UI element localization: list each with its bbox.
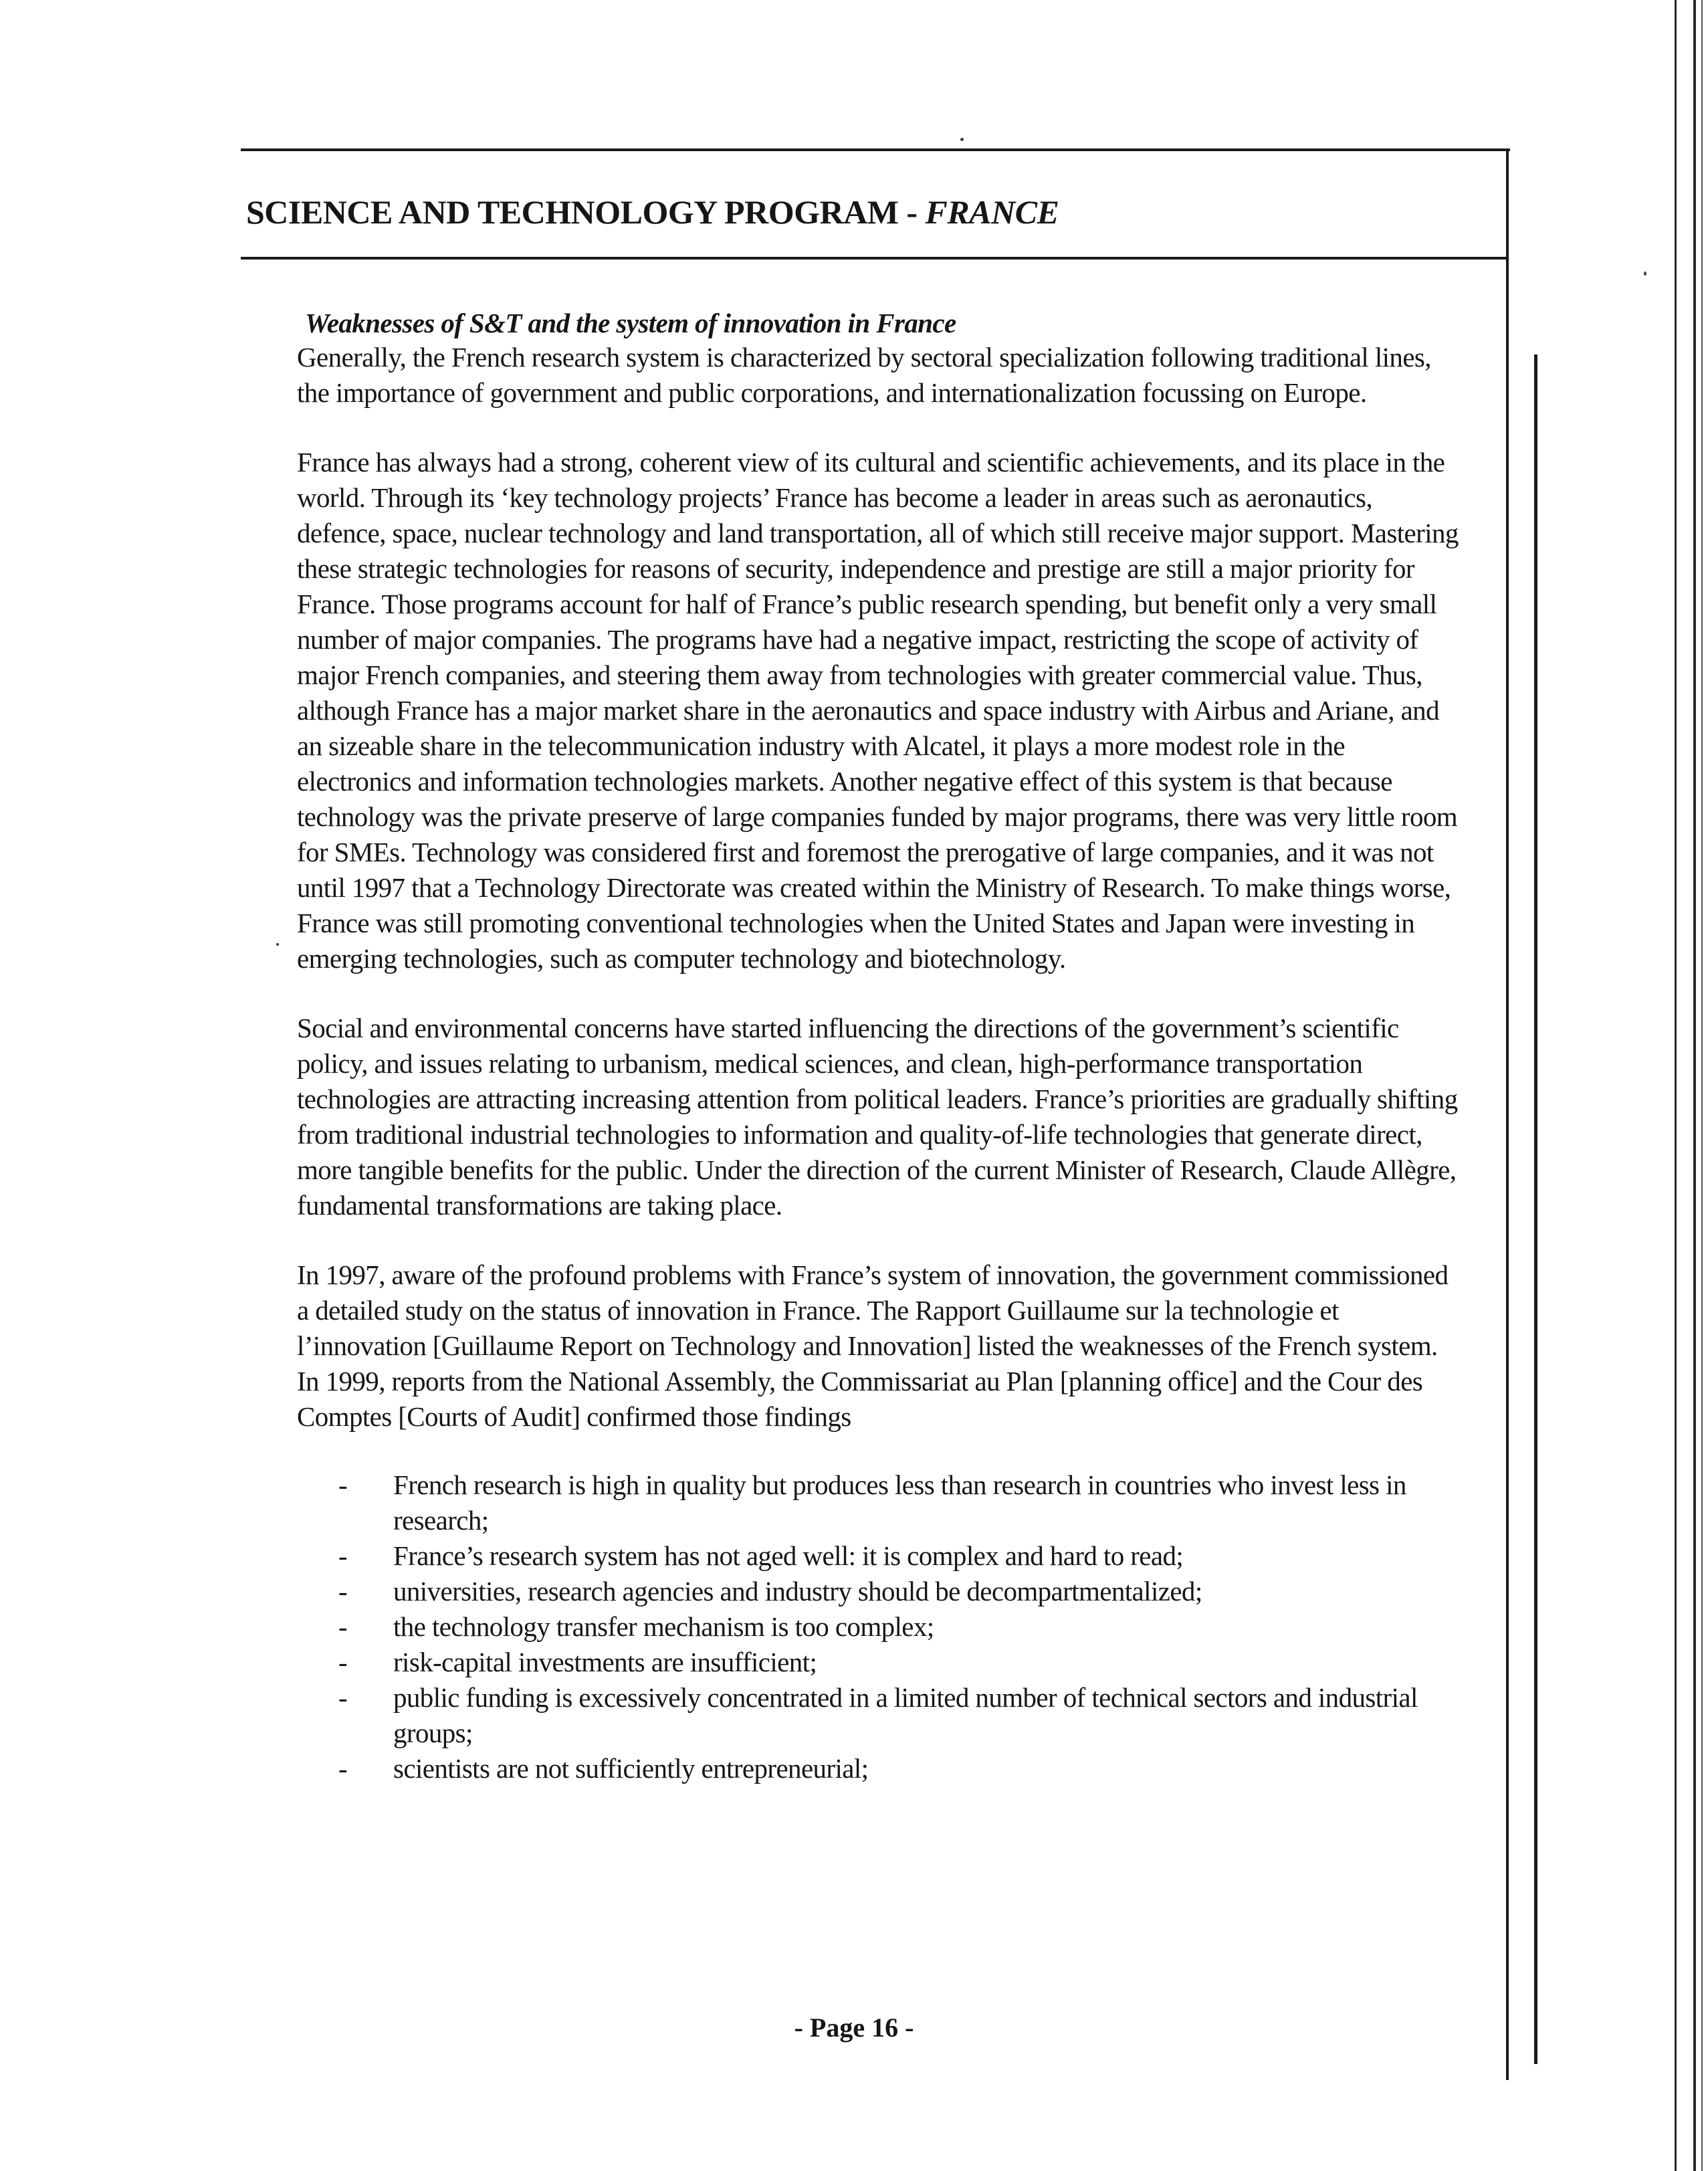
paragraph: In 1997, aware of the profound problems with France’s system of innovation, the government commissioned a detailed study on the status of innovation in France. The Rapport Guillaume sur la technologie et l’innovation [Guillaume Report on Technology and Innovation] listed the weaknesses of the French system. In 1999, reports from the National Assembly, the Commissariat au Plan [planning office] and the Cour des Comptes [Courts of Audit] confirmed those findings bbox=[297, 1259, 1449, 1432]
page-title bbox=[246, 193, 1059, 231]
list-item bbox=[297, 1645, 1461, 1680]
list-item-text: the technology transfer mechanism is too complex; bbox=[393, 1611, 934, 1642]
main-content bbox=[297, 306, 1461, 1786]
list-bullet: - bbox=[338, 1682, 348, 1713]
list-item-text: public funding is excessively concentrated in a limited number of technical sectors and industrial groups; bbox=[393, 1682, 1418, 1748]
scan-speck bbox=[276, 943, 279, 946]
list-bullet: - bbox=[338, 1753, 348, 1784]
paragraph: Social and environmental concerns have started influencing the directions of the government’s scientific policy, and issues relating to urbanism, medical sciences, and clean, high-performance transportation technologies are attracting increasing attention from political leaders. France’s priorities are gradually shifting from traditional industrial technologies to information and quality-of-life technologies that generate direct, more tangible benefits for the public. Under the direction of the current Minister of Research, Claude Allègre, fundamental transformations are taking place. bbox=[297, 1013, 1458, 1221]
list-item bbox=[297, 1538, 1461, 1574]
list-item-text: universities, research agencies and industry should be decompartmentalized; bbox=[393, 1576, 1202, 1607]
list-item-text: France’s research system has not aged well: it is complex and hard to read; bbox=[393, 1540, 1184, 1571]
list-item bbox=[297, 1574, 1461, 1609]
section-heading: Weaknesses of S&T and the system of innovation in France bbox=[305, 308, 956, 338]
header-top-rule bbox=[241, 148, 1510, 151]
scan-edge-line bbox=[1701, 0, 1703, 2171]
list-bullet: - bbox=[338, 1647, 348, 1677]
list-item-text: risk-capital investments are insufficient; bbox=[393, 1647, 817, 1677]
scan-edge-line bbox=[1675, 0, 1677, 2171]
scan-speck bbox=[960, 138, 964, 141]
list-item bbox=[297, 1467, 1461, 1538]
scan-edge-line bbox=[1693, 0, 1696, 2171]
list-item-text: scientists are not sufficiently entrepreneurial; bbox=[393, 1753, 869, 1784]
list-item-text: French research is high in quality but produces less than research in countries who invest less in research; bbox=[393, 1469, 1406, 1536]
header-bottom-rule bbox=[241, 257, 1508, 260]
page-title-main: SCIENCE AND TECHNOLOGY PROGRAM - bbox=[246, 193, 926, 231]
paragraph: France has always had a strong, coherent view of its cultural and scientific achievements, and its place in the world. Through its ‘key technology projects’ France has become a leader in areas such as aeronautics, defence, space, nuclear technology and land transportation, all of which still receive major support. Mastering these strategic technologies for reasons of security, independence and prestige are still a major priority for France. Those programs account for half of France’s public research spending, but benefit only a very small number of major companies. The programs have had a negative impact, restricting the scope of activity of major French companies, and steering them away from technologies with greater commercial value. Thus, although France has a major market share in the aeronautics and space industry with Airbus and Ariane, and an sizeable share in the telecommunication industry with Alcatel, it plays a more modest role in the electronics and information technologies markets. Another negative effect of this system is that because technology was the private preserve of large companies funded by major programs, there was very little room for SMEs. Technology was considered first and foremost the prerogative of large companies, and it was not until 1997 that a Technology Directorate was created within the Ministry of Research. To make things worse, France was still promoting conventional technologies when the United States and Japan were investing in emerging technologies, such as computer technology and biotechnology. bbox=[297, 447, 1459, 974]
list-bullet: - bbox=[338, 1611, 348, 1642]
list-bullet: - bbox=[338, 1469, 348, 1500]
page-title-country: FRANCE bbox=[925, 193, 1059, 231]
scan-speck bbox=[1644, 272, 1646, 276]
list-bullet: - bbox=[338, 1540, 348, 1571]
list-item bbox=[297, 1680, 1461, 1751]
page-number: - Page 16 - bbox=[794, 2012, 914, 2043]
list-item bbox=[297, 1751, 1461, 1786]
frame-right-border bbox=[1506, 148, 1509, 2080]
paragraph: Generally, the French research system is characterized by sectoral specialization following traditional lines, the importance of government and public corporations, and internationalization focussing on Europe. bbox=[297, 342, 1431, 408]
list-item bbox=[297, 1609, 1461, 1645]
list-bullet: - bbox=[338, 1576, 348, 1607]
findings-list bbox=[297, 1467, 1461, 1786]
margin-change-bar bbox=[1534, 354, 1537, 2064]
